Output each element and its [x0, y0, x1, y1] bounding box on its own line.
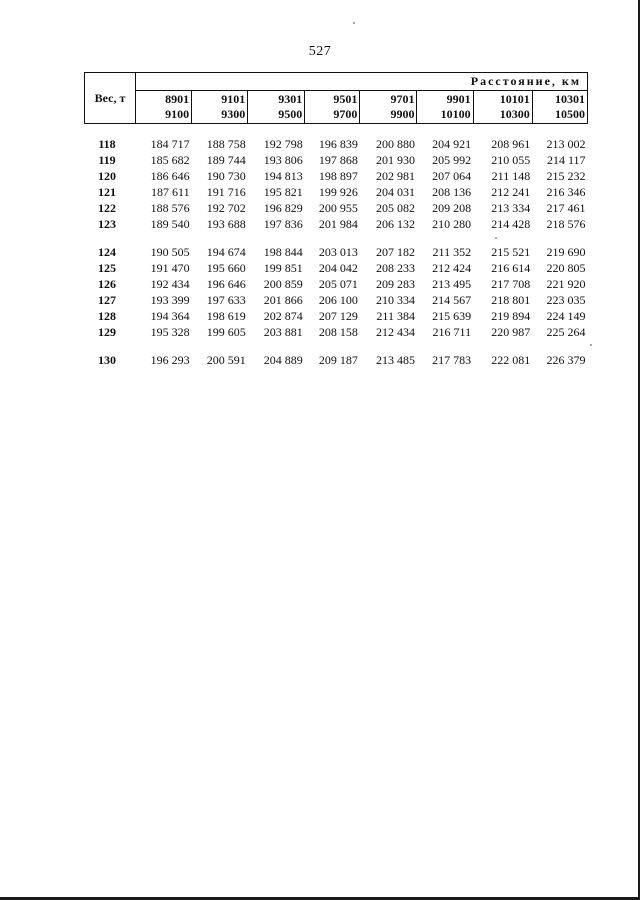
table-row: [85, 244, 588, 260]
rate-cell: 220 805: [546, 261, 586, 275]
rate-cell: 207 129: [318, 309, 358, 323]
rate-cell: 192 702: [206, 201, 246, 215]
weight-cell: 127: [98, 293, 116, 307]
rate-cell: 190 730: [206, 169, 246, 183]
table-row: [85, 292, 588, 308]
rate-cell: 202 981: [375, 169, 415, 183]
rate-cell: 193 688: [206, 217, 246, 231]
row-spacer: [85, 232, 588, 244]
range-from: 8901: [165, 92, 190, 106]
rate-cell: 189 540: [150, 217, 190, 231]
table-row: [85, 184, 588, 200]
weight-cell: 119: [98, 153, 116, 167]
rate-cell: 206 100: [318, 293, 358, 307]
range-from: 9301: [278, 92, 303, 106]
distance-range-header: [532, 91, 587, 124]
rate-cell: 199 926: [318, 185, 358, 199]
range-to: 9300: [221, 107, 246, 121]
rate-cell: 204 042: [318, 261, 358, 275]
rate-cell: 196 839: [318, 137, 358, 151]
rate-cell: 198 619: [206, 309, 246, 323]
rate-cell: 189 744: [206, 153, 246, 167]
table-row: [85, 276, 588, 292]
rate-cell: 204 031: [375, 185, 415, 199]
row-spacer: [85, 340, 588, 352]
rate-cell: 195 328: [150, 325, 190, 339]
rate-cell: 198 897: [318, 169, 358, 183]
rate-cell: 184 717: [150, 137, 190, 151]
rate-cell: 200 880: [375, 137, 415, 151]
table-body: [85, 124, 588, 369]
rate-cell: 197 868: [318, 153, 358, 167]
rate-cell: 207 182: [375, 245, 415, 259]
rate-cell: 206 132: [375, 217, 415, 231]
rate-cell: 223 035: [546, 293, 586, 307]
rate-cell: 212 424: [432, 261, 472, 275]
range-to: 9500: [278, 107, 303, 121]
rate-cell: 204 921: [432, 137, 472, 151]
weight-cell: 123: [98, 217, 116, 231]
rate-cell: 200 591: [206, 353, 246, 367]
rate-cell: 217 461: [546, 201, 586, 215]
scan-speck: [495, 237, 497, 239]
rate-cell: 194 364: [150, 309, 190, 323]
weight-cell: 129: [98, 325, 116, 339]
rate-cell: 193 806: [263, 153, 303, 167]
rate-cell: 191 716: [206, 185, 246, 199]
rate-cell: 220 987: [491, 325, 531, 339]
weight-cell: 126: [98, 277, 116, 291]
rate-cell: 211 384: [376, 309, 415, 323]
range-from: 9101: [221, 92, 246, 106]
rate-cell: 200 859: [263, 277, 303, 291]
table-row: [85, 260, 588, 276]
rate-cell: 216 346: [546, 185, 586, 199]
rate-cell: 219 894: [491, 309, 531, 323]
rate-cell: 207 064: [432, 169, 472, 183]
rate-cell: 199 851: [263, 261, 303, 275]
rate-cell: 217 783: [432, 353, 472, 367]
rate-cell: 205 082: [375, 201, 415, 215]
rate-cell: 218 576: [546, 217, 586, 231]
rate-cell: 203 013: [318, 245, 358, 259]
distance-range-header: [305, 91, 360, 124]
rate-cell: 214 428: [491, 217, 531, 231]
distance-range-header: [248, 91, 305, 124]
rate-cell: 198 844: [263, 245, 303, 259]
rate-cell: 210 055: [491, 153, 531, 167]
rate-cell: 187 611: [151, 185, 190, 199]
range-from: 10301: [555, 92, 585, 106]
rate-cell: 213 002: [546, 137, 586, 151]
rate-cell: 192 434: [150, 277, 190, 291]
weight-cell: 124: [98, 245, 116, 259]
rate-cell: 185 682: [150, 153, 190, 167]
rate-cell: 208 961: [491, 137, 531, 151]
range-from: 10101: [499, 92, 530, 106]
rate-cell: 211 148: [491, 169, 531, 183]
rate-cell: 216 614: [491, 261, 531, 275]
weight-cell: 125: [98, 261, 116, 275]
rate-cell: 208 158: [318, 325, 358, 339]
rate-cell: 213 334: [491, 201, 531, 215]
distance-range-header: [192, 91, 248, 124]
rate-cell: 201 930: [375, 153, 415, 167]
rate-cell: 208 136: [432, 185, 472, 199]
rate-cell: 213 495: [432, 277, 472, 291]
distance-range-row: [85, 91, 588, 124]
rate-cell: 191 470: [150, 261, 190, 275]
table-row: [85, 136, 588, 152]
rate-cell: 215 521: [491, 245, 531, 259]
table-row: [85, 352, 588, 368]
range-from: 9501: [333, 92, 358, 106]
rate-cell: 216 711: [432, 325, 472, 339]
rate-cell: 186 646: [150, 169, 190, 183]
rate-cell: 195 660: [206, 261, 246, 275]
distance-header: Расстояние, км: [136, 73, 588, 91]
weight-cell: 118: [98, 137, 116, 151]
rate-cell: 217 708: [491, 277, 531, 291]
distance-range-header: [360, 91, 417, 124]
rate-cell: 201 866: [263, 293, 303, 307]
range-from: 9701: [390, 92, 415, 106]
rate-cell: 209 283: [375, 277, 415, 291]
range-to: 10500: [555, 107, 585, 121]
scan-speck: [353, 22, 355, 24]
rate-cell: 190 505: [150, 245, 190, 259]
table-row: [85, 324, 588, 340]
rate-cell: 213 485: [375, 353, 415, 367]
table-row: [85, 200, 588, 216]
table-row: [85, 152, 588, 168]
rate-cell: 212 241: [491, 185, 531, 199]
rate-cell: 225 264: [546, 325, 586, 339]
table-row: [85, 308, 588, 324]
weight-column-header: Вес, т: [85, 73, 136, 124]
page-number: 527: [308, 44, 332, 59]
rate-cell: 188 758: [206, 137, 246, 151]
rate-cell: 215 232: [546, 169, 586, 183]
table-row: [85, 216, 588, 232]
range-to: 9900: [390, 107, 415, 121]
rate-cell: 197 633: [206, 293, 246, 307]
table-header: [85, 73, 588, 124]
rate-cell: 210 334: [375, 293, 415, 307]
table-row: [85, 168, 588, 184]
weight-cell: 120: [98, 169, 116, 183]
rate-cell: 224 149: [546, 309, 586, 323]
scan-speck: [590, 344, 592, 346]
rate-cell: 192 798: [263, 137, 303, 151]
rate-cell: 193 399: [150, 293, 190, 307]
rate-cell: 196 293: [150, 353, 190, 367]
rate-cell: 203 881: [263, 325, 303, 339]
range-to: 10100: [440, 107, 471, 121]
rate-cell: 209 187: [318, 353, 358, 367]
weight-cell: 128: [98, 309, 116, 323]
rate-cell: 214 567: [432, 293, 472, 307]
range-to: 10300: [499, 107, 530, 121]
distance-range-header: [136, 91, 192, 124]
rate-cell: 194 813: [263, 169, 303, 183]
rate-cell: 197 836: [263, 217, 303, 231]
weight-cell: 130: [98, 353, 116, 367]
rate-cell: 212 434: [375, 325, 415, 339]
rate-cell: 214 117: [546, 153, 586, 167]
rate-cell: 201 984: [318, 217, 358, 231]
rate-cell: 205 992: [432, 153, 472, 167]
rate-cell: 221 920: [546, 277, 586, 291]
rate-cell: 195 821: [263, 185, 303, 199]
rate-cell: 208 233: [375, 261, 415, 275]
rate-cell: 196 646: [206, 277, 246, 291]
rate-cell: 200 955: [318, 201, 358, 215]
rate-cell: 209 208: [432, 201, 472, 215]
range-to: 9100: [165, 107, 190, 121]
row-spacer: [85, 124, 588, 137]
range-to: 9700: [333, 107, 358, 121]
rate-cell: 204 889: [263, 353, 303, 367]
distance-range-header: [473, 91, 532, 124]
rate-cell: 219 690: [546, 245, 586, 259]
rate-cell: 211 352: [432, 245, 472, 259]
rate-cell: 218 801: [491, 293, 531, 307]
rate-cell: 202 874: [263, 309, 303, 323]
range-from: 9901: [446, 92, 471, 106]
rate-cell: 196 829: [263, 201, 303, 215]
rate-cell: 199 605: [206, 325, 246, 339]
rate-cell: 215 639: [432, 309, 472, 323]
weight-cell: 121: [98, 185, 116, 199]
weight-cell: 122: [98, 201, 116, 215]
tariff-table: [84, 72, 588, 368]
rate-cell: 194 674: [206, 245, 246, 259]
rate-cell: 210 280: [432, 217, 472, 231]
distance-range-header: [417, 91, 473, 124]
rate-cell: 222 081: [491, 353, 531, 367]
rate-cell: 188 576: [150, 201, 190, 215]
rate-cell: 226 379: [546, 353, 586, 367]
rate-cell: 205 071: [318, 277, 358, 291]
